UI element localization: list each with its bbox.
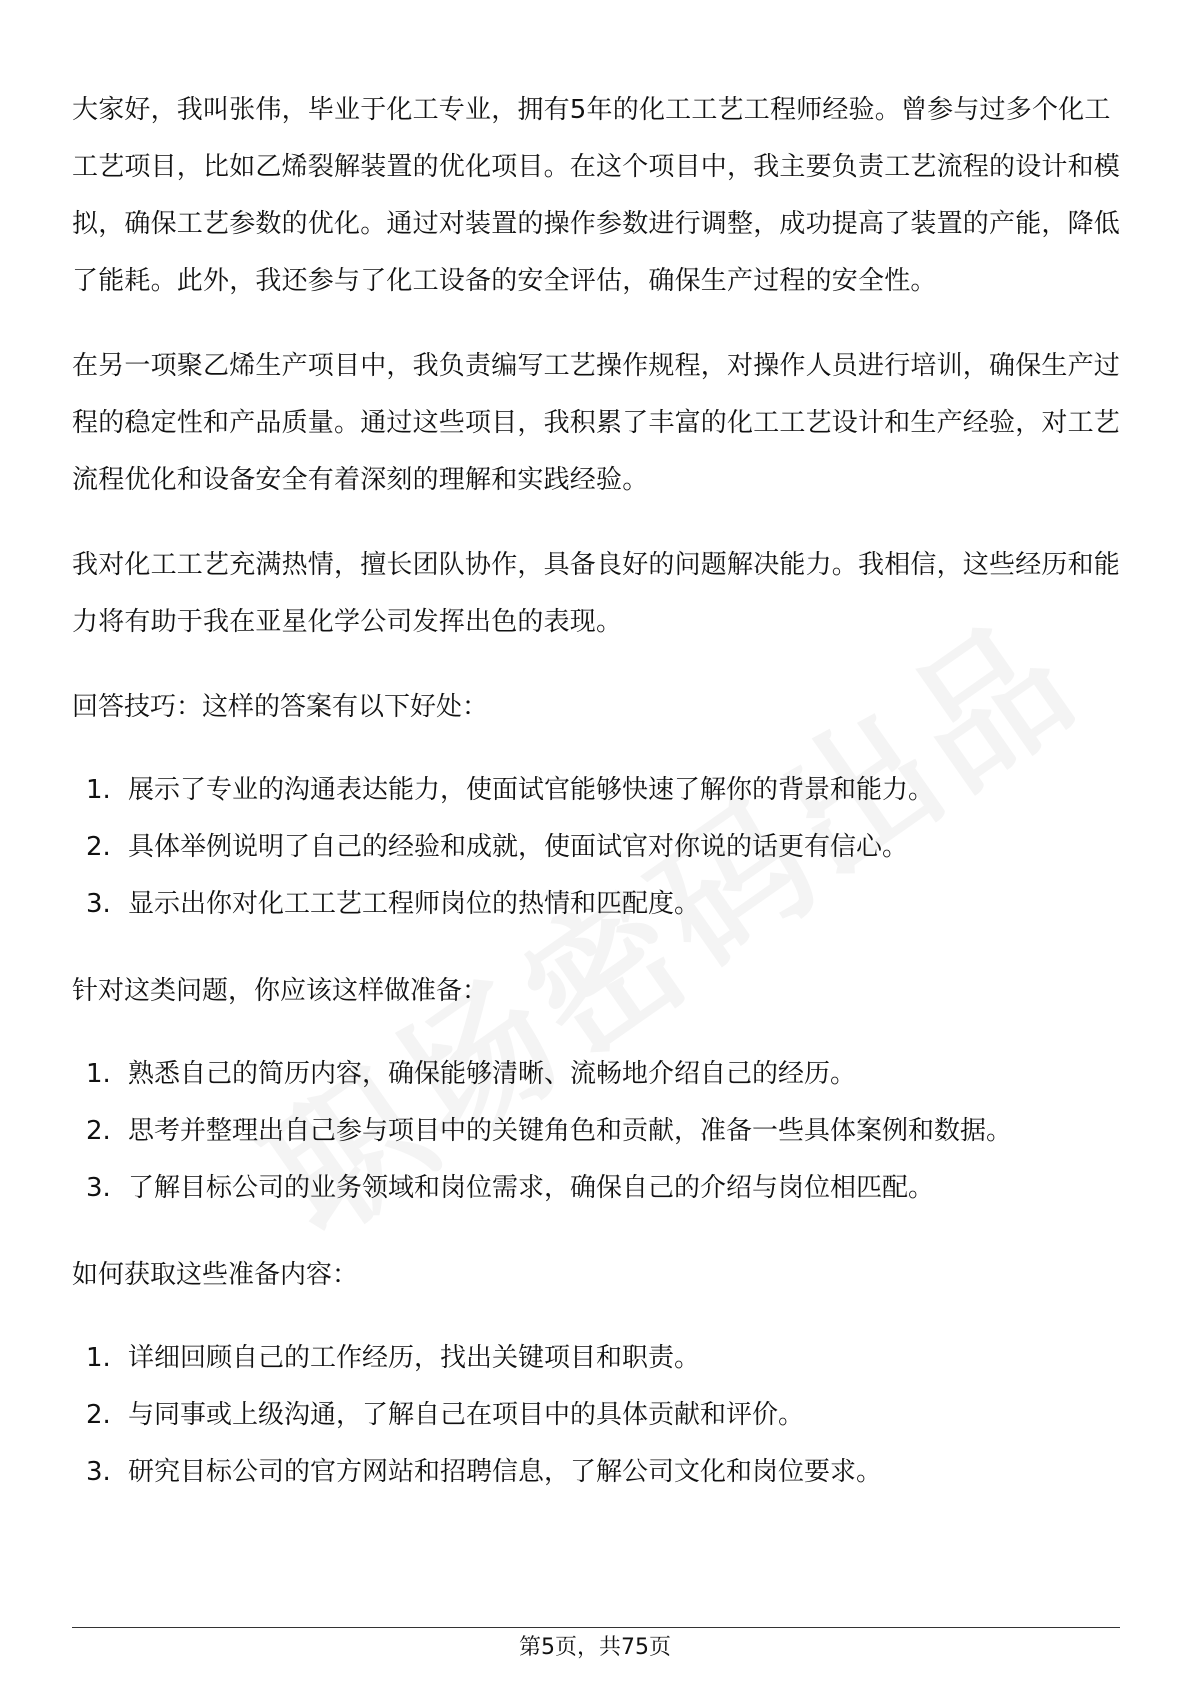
list-item-text: 熟悉自己的简历内容，确保能够清晰、流畅地介绍自己的经历。 <box>128 1059 857 1089</box>
list-item <box>72 1330 1120 1387</box>
list-number: 2. <box>86 1116 111 1146</box>
list-item-text: 与同事或上级沟通，了解自己在项目中的具体贡献和评价。 <box>128 1400 805 1430</box>
tips-list <box>72 762 1120 933</box>
page-content <box>72 82 1120 1531</box>
list-item <box>72 1160 1120 1217</box>
page-number: 第5页，共75页 <box>519 1635 671 1660</box>
list-item-text: 具体举例说明了自己的经验和成就，使面试官对你说的话更有信心。 <box>128 832 909 862</box>
acquire-heading: 如何获取这些准备内容： <box>72 1260 359 1290</box>
intro-paragraph-2: 在另一项聚乙烯生产项目中，我负责编写工艺操作规程，对操作人员进行培训，确保生产过程的稳定性和产品质量。通过这些项目，我积累了丰富的化工工艺设计和生产经验，对工艺流程优化和设备安全有着深刻的理解和实践经验。 <box>72 351 1121 495</box>
footer-divider <box>72 1627 1120 1628</box>
intro-paragraph-3: 我对化工工艺充满热情，擅长团队协作，具备良好的问题解决能力。我相信，这些经历和能力将有助于我在亚星化学公司发挥出色的表现。 <box>72 550 1121 637</box>
tips-heading: 回答技巧：这样的答案有以下好处： <box>72 692 489 722</box>
list-item <box>72 762 1120 819</box>
list-number: 3. <box>86 889 111 919</box>
list-item-text: 详细回顾自己的工作经历，找出关键项目和职责。 <box>128 1343 701 1373</box>
list-number: 3. <box>86 1173 111 1203</box>
list-number: 2. <box>86 832 111 862</box>
prep-list <box>72 1046 1120 1217</box>
list-item-text: 了解目标公司的业务领域和岗位需求，确保自己的介绍与岗位相匹配。 <box>128 1173 935 1203</box>
list-item-text: 展示了专业的沟通表达能力，使面试官能够快速了解你的背景和能力。 <box>128 775 935 805</box>
list-item <box>72 819 1120 876</box>
list-item-text: 思考并整理出自己参与项目中的关键角色和贡献，准备一些具体案例和数据。 <box>128 1116 1013 1146</box>
list-item <box>72 876 1120 933</box>
list-number: 2. <box>86 1400 111 1430</box>
list-number: 1. <box>86 775 111 805</box>
list-number: 3. <box>86 1457 111 1487</box>
list-item <box>72 1103 1120 1160</box>
intro-paragraph-1: 大家好，我叫张伟，毕业于化工专业，拥有5年的化工工艺工程师经验。曾参与过多个化工工艺项目，比如乙烯裂解装置的优化项目。在这个项目中，我主要负责工艺流程的设计和模拟，确保工艺参数的优化。通过对装置的操作参数进行调整，成功提高了装置的产能，降低了能耗。此外，我还参与了化工设备的安全评估，确保生产过程的安全性。 <box>72 95 1121 296</box>
list-item-text: 显示出你对化工工艺工程师岗位的热情和匹配度。 <box>128 889 701 919</box>
list-item <box>72 1444 1120 1501</box>
list-item <box>72 1387 1120 1444</box>
list-number: 1. <box>86 1059 111 1089</box>
prep-heading: 针对这类问题，你应该这样做准备： <box>72 976 489 1006</box>
list-item <box>72 1046 1120 1103</box>
list-item-text: 研究目标公司的官方网站和招聘信息，了解公司文化和岗位要求。 <box>128 1457 883 1487</box>
acquire-list <box>72 1330 1120 1501</box>
list-number: 1. <box>86 1343 111 1373</box>
